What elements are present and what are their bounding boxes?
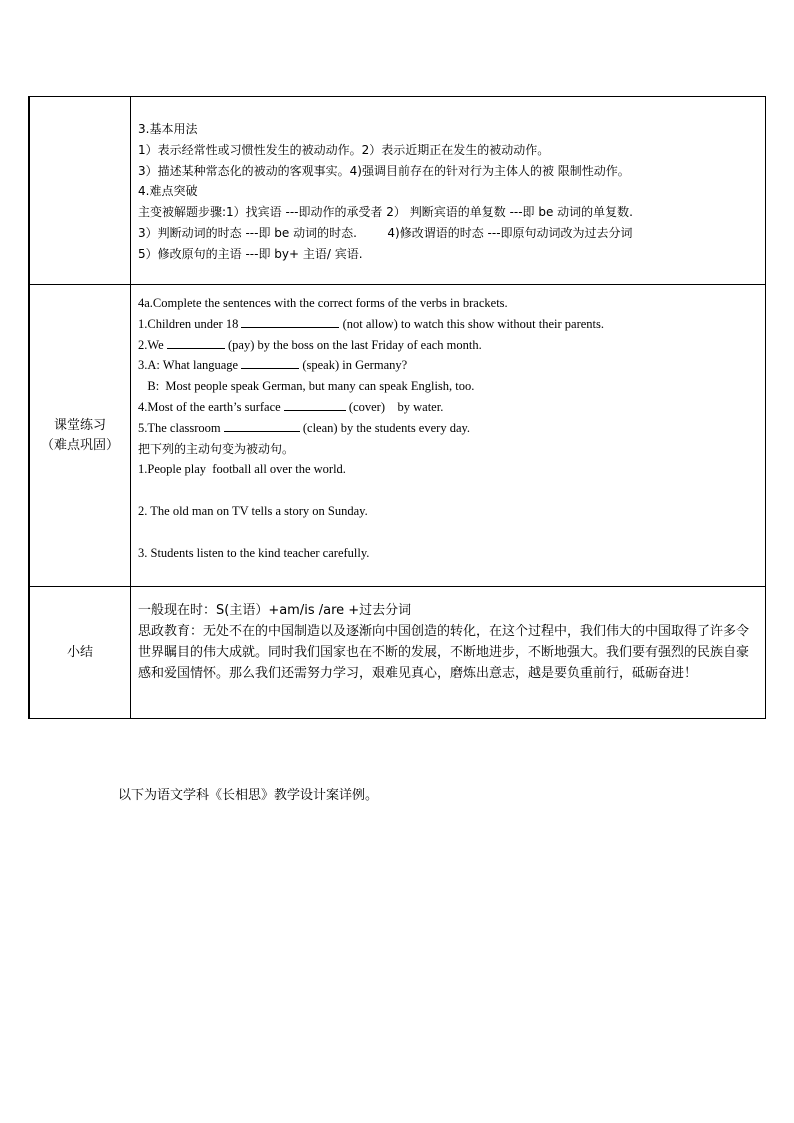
usage-line: 1）表示经常性或习惯性发生的被动动作。2）表示近期正在发生的被动动作。 bbox=[138, 142, 550, 157]
footer-note: 以下为语文学科《长相思》教学设计案详例。 bbox=[118, 788, 379, 803]
summary-row bbox=[29, 587, 766, 719]
answer-blank[interactable] bbox=[224, 418, 300, 432]
convert-item: 2. The old man on TV tells a story on Sunday. bbox=[138, 503, 368, 518]
usage-content-cell bbox=[131, 97, 766, 285]
usage-line: 3.基本用法 bbox=[138, 122, 198, 136]
answer-blank[interactable] bbox=[241, 314, 339, 328]
lesson-plan-table bbox=[28, 96, 766, 719]
answer-space bbox=[138, 480, 759, 501]
answer-blank[interactable] bbox=[241, 355, 299, 369]
answer-space bbox=[138, 522, 759, 543]
usage-line: 3）描述某种常态化的被动的客观事实。4)强调目前存在的针对行为主体人的被 限制性动作。 bbox=[138, 163, 630, 178]
exercise-item-2: 2.We (pay) by the boss on the last Friday of each month. bbox=[138, 335, 759, 356]
exercise-item-1: 1.Children under 18 (not allow) to watch this show without their parents. bbox=[138, 314, 759, 335]
usage-line: 4.难点突破 bbox=[138, 184, 198, 199]
practice-label-subtitle: （难点巩固） bbox=[40, 437, 119, 453]
summary-content-cell bbox=[131, 587, 766, 719]
summary-label-cell bbox=[29, 587, 131, 719]
answer-blank[interactable] bbox=[284, 397, 346, 411]
usage-label-cell bbox=[29, 97, 131, 285]
exercise-item-4: 4.Most of the earth’s surface (cover) by water. bbox=[138, 397, 759, 418]
summary-formula: 一般现在时：S(主语）+am/is /are +过去分词 bbox=[138, 603, 412, 618]
practice-content-cell bbox=[131, 285, 766, 587]
summary-paragraph: 思政教育：无处不在的中国制造以及逐渐向中国创造的转化，在这个过程中，我们伟大的中国取得了许多令世界瞩目的伟大成就。同时我们国家也在不断的发展，不断地进步，不断地强大。我们要有强烈的民族自豪感和爱国情怀。那么我们还需努力学习，艰难见真心，磨炼出意志，越是要负重前行，砥砺奋进！ bbox=[138, 624, 750, 681]
answer-blank[interactable] bbox=[167, 335, 225, 349]
usage-line: 5）修改原句的主语 ---即 by+ 主语/ 宾语. bbox=[138, 246, 363, 261]
convert-heading: 把下列的主动句变为被动句。 bbox=[138, 441, 295, 456]
practice-label-title: 课堂练习 bbox=[53, 417, 106, 433]
summary-label: 小结 bbox=[66, 644, 93, 660]
convert-item: 1.People play football all over the world. bbox=[138, 462, 346, 477]
exercise-item-5: 5.The classroom (clean) by the students every day. bbox=[138, 418, 759, 439]
usage-line: 主变被解题步骤:1）找宾语 ---即动作的承受者 2） 判断宾语的单复数 ---即 be 动词的单复数. bbox=[138, 205, 633, 220]
practice-instruction: 4a.Complete the sentences with the correct forms of the verbs in brackets. bbox=[138, 296, 508, 310]
practice-label-cell bbox=[29, 285, 131, 587]
exercise-item-3b: B: Most people speak German, but many can speak English, too. bbox=[138, 379, 475, 394]
exercise-item-3a: 3.A: What language (speak) in Germany? bbox=[138, 355, 759, 376]
usage-line: 3）判断动词的时态 ---即 be 动词的时态. 4)修改谓语的时态 ---即原句动词改为过去分词 bbox=[138, 225, 633, 240]
practice-row bbox=[29, 285, 766, 587]
convert-item: 3. Students listen to the kind teacher carefully. bbox=[138, 545, 370, 560]
usage-row bbox=[29, 97, 766, 285]
